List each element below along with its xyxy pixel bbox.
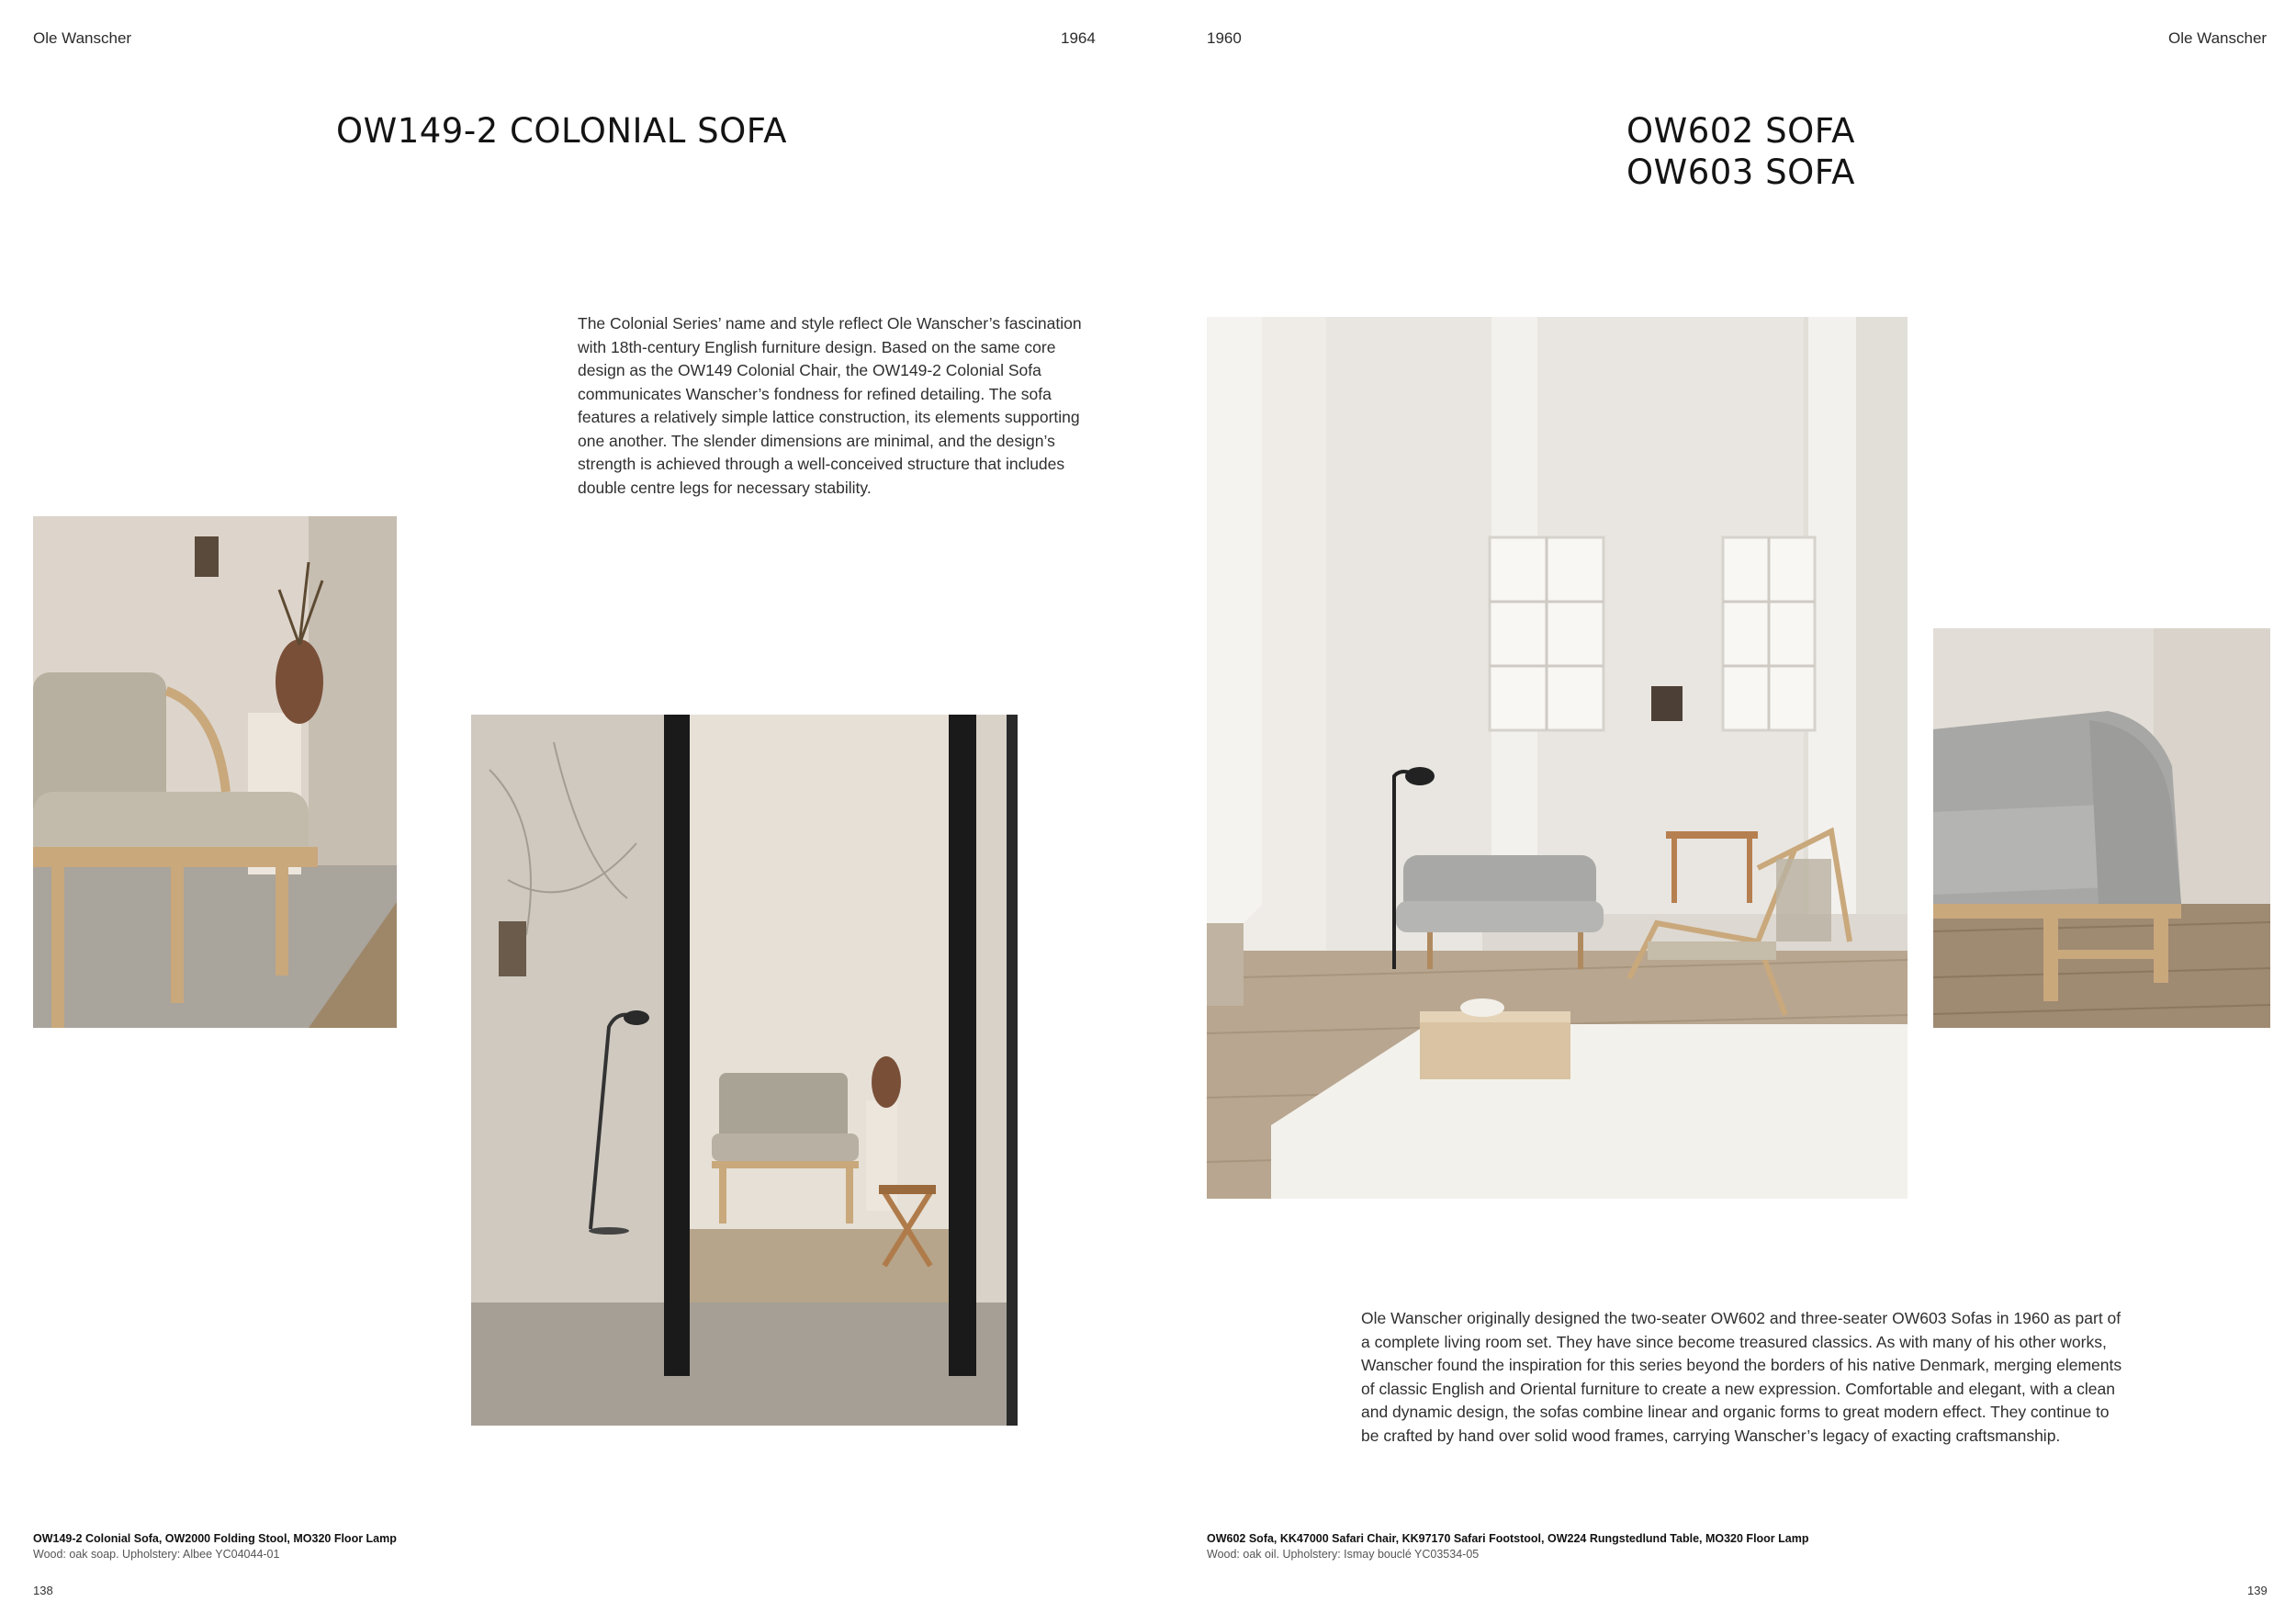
page-number: 138 — [33, 1584, 53, 1597]
right-page — [1148, 0, 2296, 1624]
title-line-1: OW602 SOFA — [1626, 111, 1855, 151]
caption-title: OW149-2 Colonial Sofa, OW2000 Folding Stool, MO320 Floor Lamp — [33, 1532, 397, 1545]
body-text: The Colonial Series’ name and style reflect Ole Wanscher’s fascination with 18th-century English furniture design. Based on the same core design as the OW149 Colonial Chair, the OW149-2 Colonial Sofa communicates Wanscher’s fondness for refined detailing. The sofa features a relatively simple lattice construction, its elements supporting one another. The slender dimensions are minimal, and the design’s strength is achieved through a well-conceived structure that includes double centre legs for necessary stability. — [578, 314, 1082, 497]
page-title: OW149-2 COLONIAL SOFA — [336, 111, 787, 151]
body-text: Ole Wanscher originally designed the two-seater OW602 and three-seater OW603 Sofas in 1960 as part of a complete living room set. They have since become treasured classics. As with many of his other works, Wanscher found the inspiration for this series beyond the borders of his native Denmark, merging elements of classic English and Oriental furniture to create a new expression. Comfortable and elegant, with a clean and dynamic design, the sofas combine linear and organic forms to great modern effect. They continue to be crafted by hand over solid wood frames, carrying Wanscher’s legacy of exacting craftsmanship. — [1361, 1309, 2122, 1445]
title-line-2: OW603 SOFA — [1626, 152, 1855, 192]
living-room-photo — [1207, 317, 1908, 1199]
sofa-detail-photo — [1933, 628, 2270, 1028]
caption-title: OW602 Sofa, KK47000 Safari Chair, KK97170 Safari Footstool, OW224 Rungstedlund Table, MO320 Floor Lamp — [1207, 1532, 1809, 1545]
page-title — [1626, 110, 1855, 193]
caption-details: Wood: oak soap. Upholstery: Albee YC04044-01 — [33, 1548, 280, 1561]
header-year: 1960 — [1207, 29, 1242, 47]
doorway-room-photo — [471, 715, 1018, 1426]
page-number: 139 — [2247, 1584, 2268, 1597]
header-designer: Ole Wanscher — [2168, 29, 2268, 47]
header-designer: Ole Wanscher — [33, 29, 132, 47]
header-year: 1964 — [1061, 29, 1096, 47]
caption-details: Wood: oak oil. Upholstery: Ismay bouclé YC03534-05 — [1207, 1548, 1480, 1561]
sofa-closeup-photo — [33, 516, 397, 1028]
